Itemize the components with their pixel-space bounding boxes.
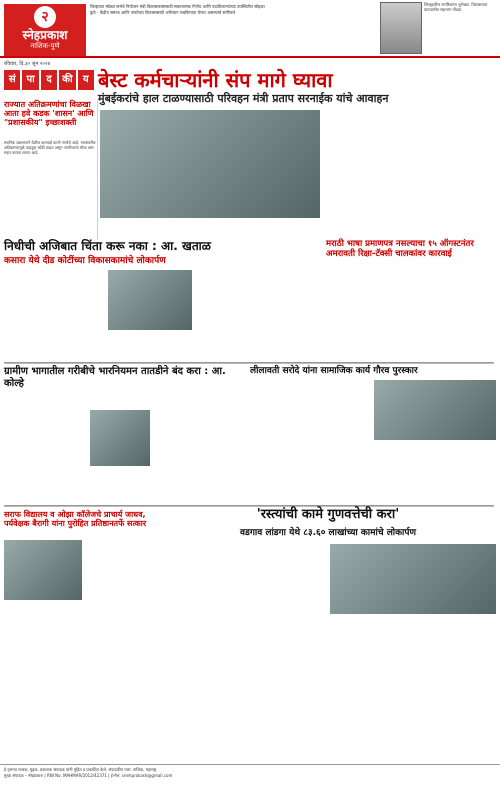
portrait-photo — [380, 2, 422, 54]
second-subhead: कसारा येथे दीड कोटींच्या विकासकामांचे लोकार्पण — [4, 256, 166, 266]
second-body-2 — [196, 270, 322, 360]
right-headline: मराठी भाषा प्रमाणपत्र नसल्याचा १५ ऑगस्टनंतर अमरावती रिक्षा-टॅक्सी चालकांवर कारवाई — [326, 239, 474, 259]
top-news-1: जिल्हयात मोठ्या सभेचे नियोजन मंत्री विकासकामासाठी सकारात्मक निर्णय आणि पदाधिकाऱ्यांच्या उपस्थितीत सोहळा — [90, 4, 265, 9]
section-tag-letter: य — [78, 70, 94, 90]
fourth-body — [250, 380, 370, 502]
imprint-footer — [0, 764, 500, 788]
fifth-body-2 — [4, 604, 154, 760]
sixth-subhead: वडगाव लांडगा येथे ८३.६० लाखांच्या कामांचे लोकार्पण — [240, 528, 416, 538]
fourth-photo — [374, 380, 496, 440]
section-tag-letter: द — [41, 70, 57, 90]
imprint-line-1: हे वृत्तपत्र मालक, मुद्रक, प्रकाशक संपादक यांनी मुद्रित व प्रकाशित केले. संपादकीय पत्ता: नाशिक, महाराष्ट्र. — [4, 767, 158, 772]
lead-subhead: मुंबईकरांचे हाल टाळण्यासाठी परिवहन मंत्री प्रताप सरनाईक यांचे आवाहन — [98, 92, 389, 105]
fifth-headline: सराफ विद्यालय व ओझा कॉलेजचे प्राचार्य जाधव, पर्यवेक्षक बैरागी यांना पुरोहित प्रतिष्ठानतर्फे सत्कार — [4, 510, 147, 529]
second-body — [4, 270, 104, 360]
third-photo — [90, 410, 150, 466]
divider — [4, 505, 494, 507]
sixth-photo — [330, 544, 496, 614]
column-divider — [97, 100, 98, 240]
dateline: रविवार, दि.३० जून २०२४ — [4, 61, 51, 67]
logo-number: २ — [34, 6, 56, 28]
divider — [4, 362, 494, 364]
section-tag-letter: की — [59, 70, 75, 90]
right-body — [326, 276, 496, 360]
left-column-headline: राज्यात अतिक्रमणांचा विळखा आता हवे कडक 'शासन' आणि "प्रशासकीय" इच्छाशक्ती — [4, 100, 94, 128]
sixth-body-2 — [160, 618, 496, 760]
second-headline: निधीची अजिबात चिंता करू नका : आ. खताळ — [4, 239, 211, 253]
newspaper-logo — [4, 4, 86, 56]
fifth-body — [86, 540, 154, 600]
section-tag-letter: पा — [22, 70, 38, 90]
newspaper-name: स्नेहप्रकाश — [22, 28, 68, 42]
edition-label: नाशिक-पुणे — [30, 42, 60, 50]
sixth-body — [160, 544, 326, 614]
fourth-body-2 — [374, 444, 496, 502]
ad-text: जिल्ह्यातील नागरिकांना शुभेच्छा. विकासाच्या वाटचालीत सहभाग नोंदवा. — [424, 2, 488, 13]
lead-headline: बेस्ट कर्मचाऱ्यांनी संप मागे घ्यावा — [98, 68, 333, 92]
fourth-headline: लीलावती सरोदे यांना सामाजिक कार्य गौरव पुरस्कार — [250, 366, 418, 376]
second-photo — [108, 270, 192, 330]
masthead — [0, 0, 500, 58]
top-news-2: कुठे - केंद्रीय समाज आणि जनतेच्या विकासासाठी अभियान राबविण्यात येणार असल्याचे सांगितले — [90, 9, 236, 15]
sixth-headline: 'रस्त्यांची कामे गुणवत्तेची करा' — [256, 507, 400, 522]
lead-body — [324, 110, 496, 218]
section-tag — [4, 70, 94, 90]
imprint-line-2: मुख्य संपादक – स्नेहप्रकाश | RNI No. MAHMAR/2012/42371 | ई-मेल: snehprakash@gmail.com — [4, 773, 173, 778]
third-headline: ग्रामीण भागातील गरीबीचे भारनियमन तातडीने बंद करा : आ. कोल्हे — [4, 366, 226, 389]
top-news — [90, 4, 376, 54]
lead-body-2 — [100, 220, 320, 240]
left-column-body: स्थानिक प्रशासनाने वेळीच कारवाई करणे गरजेचे आहे. रस्त्यांवरील अतिक्रमणामुळे वाहतूक कोंडी वाढत असून नागरिकांना मोठा त्रास सहन करावा लागत आहे. — [4, 140, 96, 156]
section-tag-letter: सं — [4, 70, 20, 90]
lead-photo — [100, 110, 320, 218]
fifth-photo — [4, 540, 82, 600]
